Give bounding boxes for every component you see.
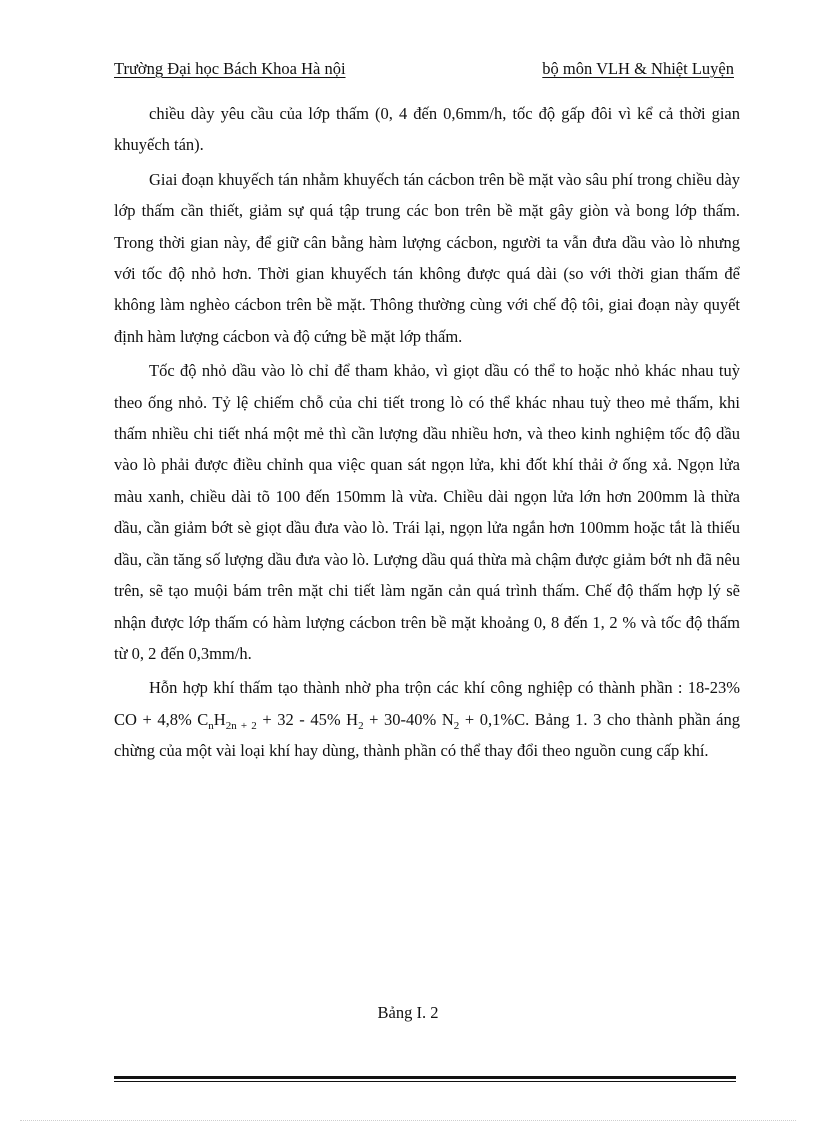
- header-university: Trường Đại học Bách Khoa Hà nội: [114, 59, 346, 78]
- paragraph-4: [114, 672, 740, 766]
- gas-mix-end: + 0,1%C. Bảng 1. 3 cho thành phần áng chừng của một vài loại khí hay dùng, thành phần có thể thay đổi theo nguồn cung cấp khí.: [114, 709, 740, 761]
- page-edge-dots: [20, 1120, 796, 1121]
- gas-mix-n2: + 30-40% N: [363, 709, 454, 729]
- gas-mix-h2: + 32 - 45% H: [256, 709, 359, 729]
- table-caption: Bảng I. 2: [377, 1003, 439, 1022]
- header-department: bộ môn VLH & Nhiệt Luyện: [542, 59, 734, 78]
- subscript-n2: 2: [453, 719, 460, 732]
- subscript-n: n: [208, 719, 214, 732]
- page-header: [114, 55, 736, 79]
- paragraph-1: chiều dày yêu cầu của lớp thấm (0, 4 đến 0,6mm/h, tốc độ gấp đôi vì kể cả thời gian khuyếch tán).: [114, 104, 740, 155]
- gas-mix-intro: Hỗn hợp khí thấm tạo thành nhờ pha trộn các khí công nghiệp có thành phần : 18-23% CO + 4,8% C: [114, 678, 740, 729]
- paragraph-3: Tốc độ nhỏ dầu vào lò chỉ để tham khảo, vì giọt dầu có thể to hoặc nhỏ khác nhau tuỳ theo ống nhỏ. Tỷ lệ chiếm chỗ của chi tiết trong lò có thể khác nhau tuỳ theo mẻ thấm, khi thấm nhiều chi tiết nhá một mẻ thì cần lượng dầu nhiều hơn, và theo kinh nghiệm tốc độ dầu vào lò phải được điều chỉnh qua việc quan sát ngọn lửa, khi đốt khí thải ở ống xả. Ngọn lửa màu xanh, chiều dài tõ 100 đến 150mm là vừa. Chiều dài ngọn lửa lớn hơn 200mm là thừa dầu, cần giảm bớt sè giọt dầu đưa vào lò. Trái lại, ngọn lửa ngắn hơn 100mm hoặc tắt là thiếu dầu, cần tăng số lượng dầu đưa vào lò. Lượng dầu quá thừa mà chậm được giảm bớt nh đã nêu trên, sẽ tạo muội bám trên mặt chi tiết làm ngăn cản quá trình thấm. Chế độ thấm hợp lý sẽ nhận được lớp thấm có hàm lượng cácbon trên bề mặt khoảng 0, 8 đến 1, 2 % và tốc độ thấm từ 0, 2 đến 0,3mm/h.: [114, 361, 740, 663]
- subscript-h2: 2: [358, 719, 364, 732]
- subscript-2n2: 2n + 2: [225, 719, 257, 732]
- hydrogen-symbol: H: [213, 709, 226, 729]
- paragraph-2: Giai đoạn khuyếch tán nhằm khuyếch tán cácbon trên bề mặt vào sâu phí trong chiều dày lớp thấm cần thiết, giảm sự quá tập trung các bon trên bề mặt gây giòn và bong lớp thấm. Trong thời gian này, để giữ cân bằng hàm lượng cácbon, người ta vẫn đưa dầu vào lò nhưng với tốc độ nhỏ hơn. Thời gian khuyếch tán không được quá dài (so với thời gian thấm để không làm nghèo cácbon trên bề mặt. Thông thường cùng với chế độ tôi, giai đoạn này quyết định hàm lượng cácbon và độ cứng bề mặt lớp thấm.: [114, 169, 740, 346]
- body-text: [114, 98, 740, 767]
- footer-rule: [114, 1076, 736, 1082]
